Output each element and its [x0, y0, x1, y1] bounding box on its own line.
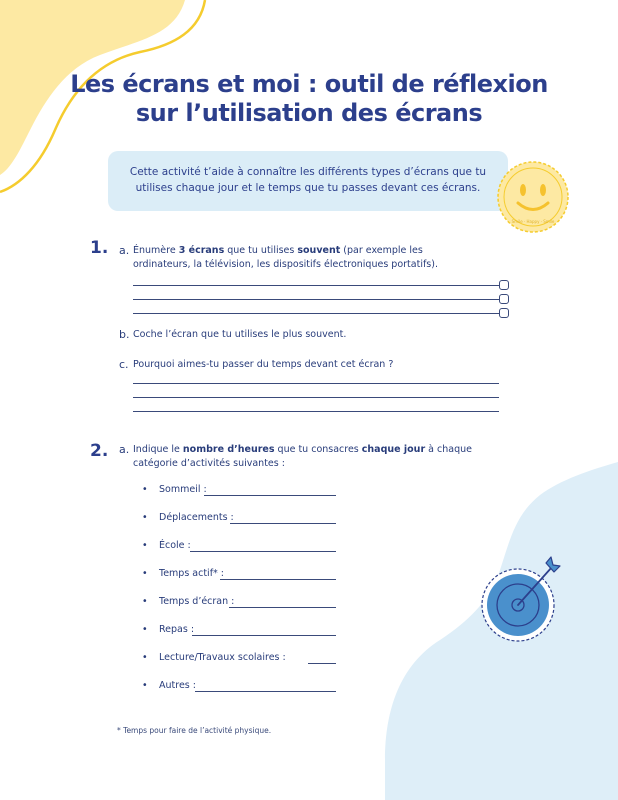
- question-1c-text: Pourquoi aimes-tu passer du temps devant cet écran ?: [133, 359, 394, 370]
- answer-line-1c-2[interactable]: [133, 397, 499, 398]
- question-2a-bold-1: nombre d’heures: [182, 444, 275, 455]
- activity-answer-line[interactable]: [230, 523, 336, 524]
- checkbox-screen-2[interactable]: [499, 294, 509, 304]
- activity-label: Temps actif* :: [159, 568, 225, 579]
- footnote: * Temps pour faire de l’activité physique.: [117, 726, 272, 735]
- question-1a-bold-1: 3 écrans: [178, 245, 225, 256]
- question-1a-label: a.: [119, 244, 130, 257]
- question-2a: [119, 443, 489, 471]
- answer-line-1a-3[interactable]: [133, 313, 499, 314]
- answer-line-1a-2[interactable]: [133, 299, 499, 300]
- activity-answer-line[interactable]: [192, 635, 336, 636]
- answer-line-1c-1[interactable]: [133, 383, 499, 384]
- target-arrow-icon: [480, 555, 565, 645]
- activity-label: Lecture/Travaux scolaires :: [159, 652, 286, 663]
- activity-label: Déplacements :: [159, 512, 234, 523]
- activity-answer-line[interactable]: [308, 663, 336, 664]
- title-line-2: sur l’utilisation des écrans: [135, 99, 483, 127]
- activity-label: Autres :: [159, 680, 196, 691]
- question-1b: [119, 328, 499, 342]
- question-2a-text-post: à chaque catégorie d’activités suivantes :: [133, 444, 472, 469]
- activity-answer-line[interactable]: [195, 691, 336, 692]
- smiley-icon: [494, 158, 572, 236]
- question-2a-text-pre: Indique le: [133, 444, 183, 455]
- page-title: [0, 70, 618, 128]
- question-1b-label: b.: [119, 328, 130, 341]
- title-line-1: Les écrans et moi : outil de réflexion: [70, 70, 548, 98]
- question-1a-text-post: (par exemple les ordinateurs, la télévision, les dispositifs électroniques portatifs).: [133, 245, 438, 270]
- activity-answer-line[interactable]: [204, 495, 336, 496]
- section-1-number: 1.: [90, 238, 109, 258]
- bullet: •: [142, 596, 148, 607]
- question-2a-text-mid: que tu consacres: [274, 444, 362, 455]
- question-1b-text: Coche l’écran que tu utilises le plus souvent.: [133, 329, 347, 340]
- activity-label: Temps d’écran :: [159, 596, 235, 607]
- section-2-number: 2.: [90, 441, 109, 461]
- question-1a-text-mid: que tu utilises: [224, 245, 298, 256]
- intro-box: Cette activité t’aide à connaître les différents types d’écrans que tu utilises chaque jour et le temps que tu passes devant ces écrans.: [108, 151, 508, 211]
- bullet: •: [142, 512, 148, 523]
- bullet: •: [142, 652, 148, 663]
- question-1c-label: c.: [119, 358, 129, 371]
- question-1a-bold-2: souvent: [297, 245, 341, 256]
- question-2a-bold-2: chaque jour: [361, 444, 426, 455]
- activity-label: Repas :: [159, 624, 195, 635]
- activity-answer-line[interactable]: [190, 551, 336, 552]
- smiley-text: Smile · Happy · Smile: [511, 219, 555, 224]
- bullet: •: [142, 680, 148, 691]
- bullet: •: [142, 568, 148, 579]
- question-1a: [119, 244, 479, 272]
- question-1a-text-pre: Énumère: [133, 245, 179, 256]
- bullet: •: [142, 624, 148, 635]
- activity-label: Sommeil :: [159, 484, 207, 495]
- checkbox-screen-1[interactable]: [499, 280, 509, 290]
- bullet: •: [142, 484, 148, 495]
- activity-label: École :: [159, 540, 191, 551]
- activity-answer-line[interactable]: [220, 579, 336, 580]
- question-1c: [119, 358, 499, 372]
- answer-line-1c-3[interactable]: [133, 411, 499, 412]
- checkbox-screen-3[interactable]: [499, 308, 509, 318]
- bullet: •: [142, 540, 148, 551]
- activity-answer-line[interactable]: [229, 607, 336, 608]
- answer-line-1a-1[interactable]: [133, 285, 499, 286]
- question-2a-label: a.: [119, 443, 130, 456]
